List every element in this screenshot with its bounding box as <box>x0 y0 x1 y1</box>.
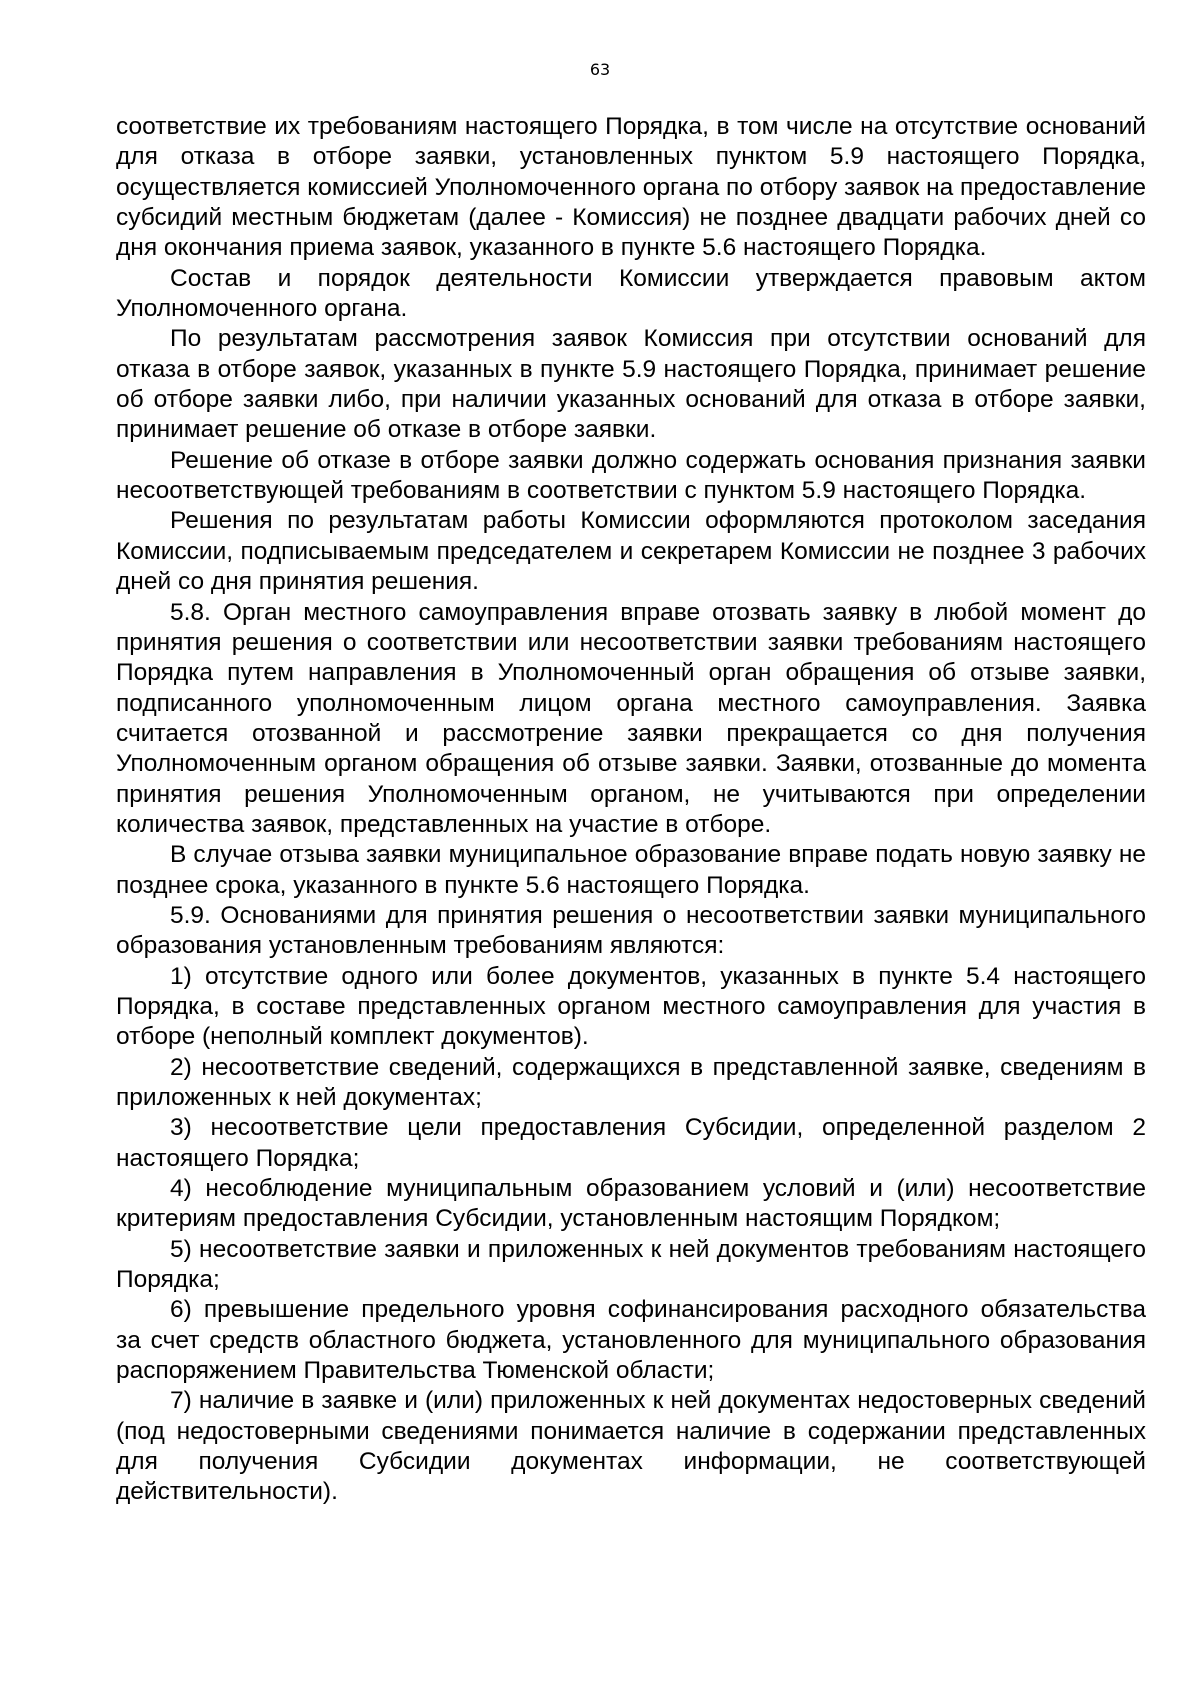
paragraph-commission-composition: Состав и порядок деятельности Комиссии утверждается правовым актом Уполномоченного органа. <box>116 264 1146 323</box>
paragraph-new-application: В случае отзыва заявки муниципальное образование вправе подать новую заявку не позднее срока, указанного в пункте 5.6 настоящего Порядка. <box>116 841 1146 899</box>
list-item-7: 7) наличие в заявке и (или) приложенных к ней документах недостоверных сведений (под недостоверными сведениями понимается наличие в содержании представленных для получения Субсидии документах информации, не соответствующей действительности). <box>116 1387 1146 1506</box>
paragraph-continuation: соответствие их требованиям настоящего Порядка, в том числе на отсутствие оснований для отказа в отборе заявки, установленных пунктом 5.9 настоящего Порядка, осуществляется комиссией Уполномоченного органа по отбору заявок на предоставление субсидий местным бюджетам (далее - Комиссия) не позднее двадцати рабочих дней со дня окончания приема заявок, указанного в пункте 5.6 настоящего Порядка. <box>116 113 1146 262</box>
paragraph-commission-protocol: Решения по результатам работы Комиссии оформляются протоколом заседания Комиссии, подписываемым председателем и секретарем Комиссии не позднее 3 рабочих дней со дня принятия решения. <box>116 507 1146 596</box>
list-item-5: 5) несоответствие заявки и приложенных к ней документов требованиям настоящего Порядка; <box>116 1235 1146 1294</box>
list-item-2: 2) несоответствие сведений, содержащихся в представленной заявке, сведениям в приложенных к ней документах; <box>116 1053 1146 1111</box>
list-item-4: 4) несоблюдение муниципальным образованием условий и (или) несоответствие критериям предоставления Субсидии, установленным настоящим Порядком; <box>116 1175 1146 1233</box>
list-item-3: 3) несоответствие цели предоставления Субсидии, определенной разделом 2 настоящего Порядка; <box>116 1114 1146 1172</box>
paragraph-5-8-withdrawal: 5.8. Орган местного самоуправления вправе отозвать заявку в любой момент до принятия решения о соответствии или несоответствии заявки требованиям настоящего Порядка путем направления в Уполномоченный орган обращения об отзыве заявки, подписанного уполномоченным лицом органа местного самоуправления. Заявка считается отозванной и рассмотрение заявки прекращается со дня получения Уполномоченным органом обращения об отзыве заявки. Заявки, отозванные до момента принятия решения Уполномоченным органом, не учитываются при определении количества заявок, представленных на участие в отборе. <box>116 598 1146 838</box>
list-item-1: 1) отсутствие одного или более документов, указанных в пункте 5.4 настоящего Порядка, в составе представленных органом местного самоуправления для участия в отборе (неполный комплект документов). <box>116 962 1146 1051</box>
document-body <box>116 112 1146 1508</box>
list-item-6: 6) превышение предельного уровня софинансирования расходного обязательства за счет средств областного бюджета, установленного для муниципального образования распоряжением Правительства Тюменской области; <box>116 1296 1146 1385</box>
paragraph-refusal-decision: Решение об отказе в отборе заявки должно содержать основания признания заявки несоответствующей требованиям в соответствии с пунктом 5.9 настоящего Порядка. <box>116 446 1146 505</box>
paragraph-5-9-grounds: 5.9. Основаниями для принятия решения о несоответствии заявки муниципального образования установленным требованиям являются: <box>116 901 1146 960</box>
paragraph-review-results: По результатам рассмотрения заявок Комиссия при отсутствии оснований для отказа в отборе заявок, указанных в пункте 5.9 настоящего Порядка, принимает решение об отборе заявки либо, при наличии указанных оснований для отказа в отборе заявки, принимает решение об отказе в отборе заявки. <box>116 325 1146 444</box>
page-number: 63 <box>589 60 611 79</box>
